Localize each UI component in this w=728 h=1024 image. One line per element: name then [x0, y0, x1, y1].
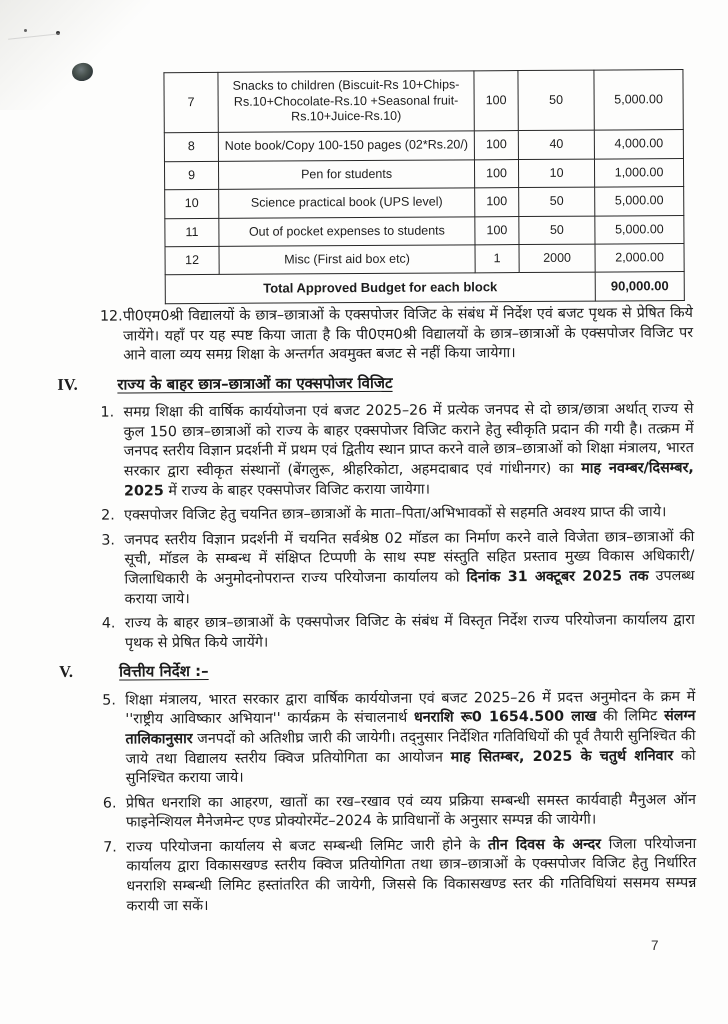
- amount-cell: 5,000.00: [595, 187, 684, 217]
- sr-cell: 12: [165, 246, 219, 274]
- desc-cell: Out of pocket expenses to students: [219, 217, 475, 247]
- sr-cell: 10: [165, 189, 219, 218]
- section-heading-v: [59, 657, 695, 683]
- list-item-text: राज्य के बाहर छात्र–छात्राओं के एक्सपोजर विजिट के संबंध में विस्तृत निर्देश राज्य परियोजना कार्यालय द्वारा पृथक से प्रेषित किये जायेंगे।: [124, 612, 695, 652]
- total-amount-cell: 90,000.00: [595, 272, 684, 302]
- qty-cell: 100: [475, 188, 519, 217]
- list-item-text: एक्सपोजर विजिट हेतु चयनित छात्र–छात्राओं के माता–पिता/अभिभावकों से सहमति अवश्य प्राप्त की जाये।: [124, 504, 667, 524]
- list-number: 12.: [99, 308, 123, 325]
- list-item-1: [57, 400, 694, 502]
- list-number: 5.: [102, 692, 116, 709]
- qty-cell: 100: [474, 71, 518, 131]
- sr-cell: 9: [164, 161, 218, 189]
- hindi-body-text: [57, 304, 697, 922]
- list-item-text: समग्र शिक्षा की वार्षिक कार्ययोजना एवं बजट 2025–26 में प्रत्येक जनपद से दो छात्र/छात्रा अर्थात् राज्य से कुल 150 छात्र–छात्राओं को राज्य के बाहर एक्सपोजर विजिट कराने हेतु स्वीकृति प्रदान की गयी है। तत्क्रम में जनपद स्तरीय विज्ञान प्रदर्शनी में प्रथम एवं द्वितीय स्थान प्राप्त करने वाले छात्र–छात्राओं को शिक्षा मंत्रालय, भारत सरकार द्वारा स्वीकृत संस्थानों (बेंगलुरू, श्रीहरिकोटा, अहमदाबाद एवं गांधीनगर) का माह नवम्बर/दिसम्बर, 2025 में राज्य के बाहर एक्सपोजर विजिट कराया जायेगा।: [123, 401, 694, 500]
- rate-cell: 40: [518, 130, 594, 159]
- rate-cell: 50: [519, 187, 595, 216]
- table-total-row: [165, 272, 684, 304]
- list-number: 3.: [101, 532, 116, 549]
- qty-cell: 1: [475, 245, 519, 273]
- desc-cell: Pen for students: [218, 160, 474, 190]
- rate-cell: 50: [518, 70, 594, 130]
- amount-cell: 1,000.00: [594, 159, 683, 188]
- list-item-2: [58, 503, 694, 526]
- qty-cell: 100: [474, 131, 518, 160]
- amount-cell: 4,000.00: [594, 130, 683, 160]
- total-label-cell: Total Approved Budget for each block: [165, 272, 595, 304]
- section-heading-text: वित्तीय निर्देश :–: [119, 662, 209, 681]
- list-item-3: [58, 528, 694, 610]
- list-number: 7.: [103, 839, 117, 856]
- paper-corner-shadow: [0, 0, 150, 110]
- list-item-text: शिक्षा मंत्रालय, भारत सरकार द्वारा वार्षिक कार्ययोजना एवं बजट 2025–26 में प्रदत्त अनुमोदन के क्रम में ''राष्ट्रीय आविष्कार अभियान'' कार्यक्रम के संचालनार्थ धनराशि रू0 1654.500 लाख की लिमिट संलग्न तालिकानुसार जनपदों को अतिशीघ्र जारी की जायेगी। तद्नुसार निर्देशित गतिविधियों की पूर्व तैयारी सुनिश्चित की जाये तथा विद्यालय स्तरीय क्विज प्रतियोगिता का आयोजन माह सितम्बर, 2025 के चतुर्थ शनिवार को सुनिश्चित कराया जाये।: [125, 688, 696, 787]
- sr-cell: 8: [164, 132, 218, 161]
- section-roman-numeral: IV.: [57, 374, 78, 394]
- rate-cell: 2000: [519, 244, 595, 272]
- amount-cell: 5,000.00: [594, 70, 683, 131]
- qty-cell: 100: [475, 217, 519, 245]
- list-item-text: राज्य परियोजना कार्यालय से बजट सम्बन्धी लिमिट जारी होने के तीन दिवस के अन्दर जिला परियोजना कार्यालय द्वारा विकासखण्ड स्तरीय क्विज प्रतियोगिता तथा छात्र–छात्राओं के एक्सपोजर विजिट हेतु निर्धारित धनराशि सम्बन्धी लिमिट हस्तांतरित की जायेगी, जिससे कि विकासखण्ड स्तर की गतिविधियां ससमय सम्पन्न करायी जा सकें।: [126, 835, 697, 915]
- page-number: 7: [651, 938, 659, 953]
- amount-cell: 2,000.00: [595, 244, 684, 273]
- section-heading-iv: [57, 370, 693, 396]
- list-item-12: [57, 304, 693, 367]
- list-item-text: जनपद स्तरीय विज्ञान प्रदर्शनी में चयनित सर्वश्रेष्ठ 02 मॉडल का निर्माण करने वाले विजेता छात्र–छात्राओं की सूची, मॉडल के सम्बन्ध में संक्षिप्त टिप्पणी के साथ स्पष्ट संस्तुति सहित प्रस्ताव मुख्य विकास अधिकारी/जिलाधिकारी के अनुमोदनोपरान्त राज्य परियोजना कार्यालय को दिनांक 31 अक्टूबर 2025 तक उपलब्ध कराया जाये।: [124, 528, 695, 608]
- table-row: [164, 70, 683, 133]
- scan-speck: [24, 29, 27, 32]
- table-row: [165, 216, 684, 247]
- table-row: [164, 130, 683, 162]
- table-row: [164, 159, 683, 190]
- list-number: 4.: [101, 615, 116, 632]
- sr-cell: 7: [164, 72, 218, 132]
- list-item-text: पी0एम0श्री विद्यालयों के छात्र–छात्राओं के एक्सपोजर विजिट के संबंध में निर्देश एवं बजट पृथक से प्रेषित किये जायेंगे। यहाँ पर यह स्पष्ट किया जाता है कि पी0एम0श्री विद्यालयों के छात्र–छात्राओं के एक्सपोजर विजिट पर आने वाला व्यय समग्र शिक्षा के अन्तर्गत अवमुक्त बजट से नहीं किया जायेगा।: [122, 304, 694, 364]
- approved-budget-table: [163, 69, 684, 304]
- desc-cell: Science practical book (UPS level): [219, 188, 475, 219]
- amount-cell: 5,000.00: [595, 216, 684, 245]
- desc-cell: Note book/Copy 100-150 pages (02*Rs.20/): [218, 131, 474, 162]
- desc-cell: Snacks to children (Biscuit-Rs 10+Chips-Rs.10+Chocolate-Rs.10 +Seasonal fruit-Rs.10+Juice-Rs.10): [218, 71, 474, 133]
- list-number: 6.: [102, 795, 117, 812]
- sr-cell: 11: [165, 218, 219, 246]
- list-number: 1.: [100, 404, 115, 421]
- table-row: [165, 244, 684, 275]
- list-item-text: प्रेषित धनराशि का आहरण, खातों का रख–रखाव एवं व्यय प्रक्रिया सम्बन्धी समस्त कार्यवाही मैनुअल ऑन फाइनेन्शियल मैनेजमेन्ट एण्ड प्रोक्योरमेंट–2024 के प्राविधानों के अनुसार सम्पन्न की जायेगी।: [125, 791, 696, 831]
- list-item-7: [60, 835, 696, 917]
- rate-cell: 50: [519, 216, 595, 244]
- desc-cell: Misc (First aid box etc): [219, 245, 475, 275]
- list-number: 2.: [101, 507, 115, 524]
- list-item-6: [60, 791, 696, 834]
- table-row: [165, 187, 684, 219]
- rate-cell: 10: [518, 159, 594, 187]
- list-item-4: [59, 611, 695, 654]
- list-item-5: [59, 688, 696, 790]
- section-roman-numeral: V.: [59, 662, 74, 682]
- qty-cell: 100: [474, 160, 518, 188]
- section-heading-text: राज्य के बाहर छात्र–छात्राओं का एक्सपोजर विजिट: [117, 373, 393, 394]
